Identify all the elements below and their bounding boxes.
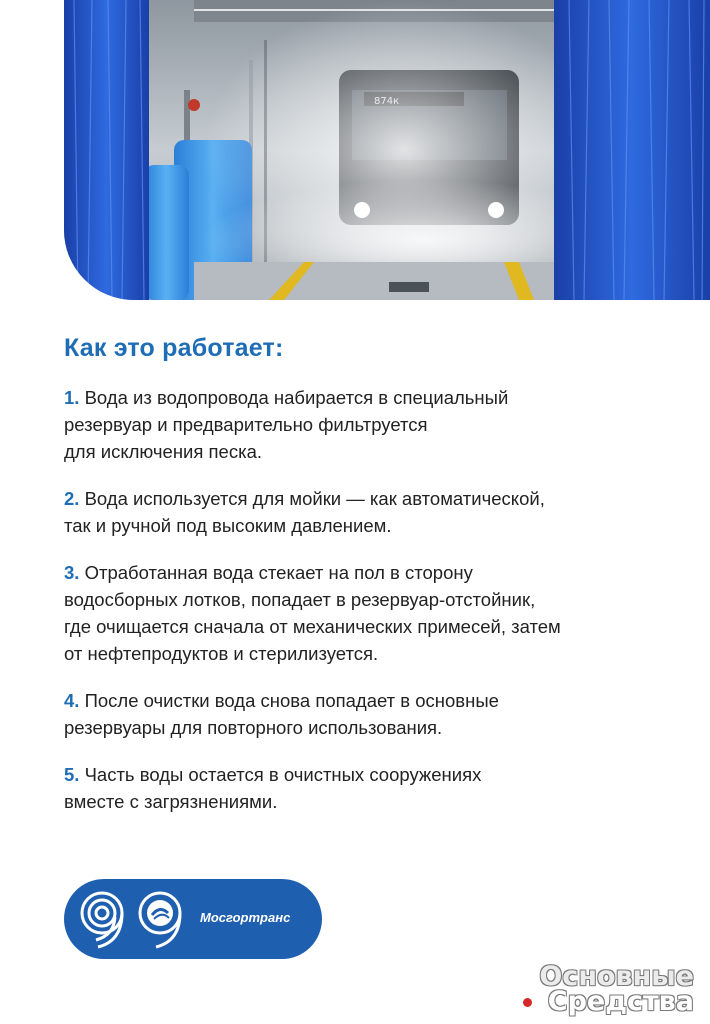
ninety-anniversary-icon [64, 879, 194, 959]
step-number: 3. [64, 562, 80, 583]
step-number: 2. [64, 488, 80, 509]
bus-wash-photo [64, 0, 710, 300]
step-line: водосборных лотков, попадает в резервуар-отстойник, [64, 589, 536, 610]
step-line [64, 559, 684, 586]
step-line: так и ручной под высоким давлением. [64, 515, 392, 536]
step-line [64, 384, 684, 411]
step-line: вместе с загрязнениями. [64, 791, 278, 812]
step-3 [64, 559, 684, 667]
step-line: резервуары для повторного использования. [64, 717, 443, 738]
step-text: Часть воды остается в очистных сооружениях [84, 764, 482, 785]
step-line: от нефтепродуктов и стерилизуется. [64, 643, 379, 664]
step-5 [64, 761, 684, 815]
step-line [64, 761, 684, 788]
step-number: 1. [64, 387, 80, 408]
step-text: Вода используется для мойки — как автоматической, [84, 488, 545, 509]
step-line [64, 687, 684, 714]
watermark-line-2 [539, 986, 694, 1017]
step-line: для исключения песка. [64, 441, 263, 462]
logo-text: Мосгортранс [200, 910, 291, 925]
mosgortrans-logo [64, 879, 322, 959]
watermark-line-1: Основные [539, 961, 694, 992]
step-4 [64, 687, 684, 741]
step-line: где очищается сначала от механических примесей, затем [64, 616, 561, 637]
step-line [64, 485, 684, 512]
step-1 [64, 384, 684, 465]
watermark-dot-icon [523, 998, 532, 1007]
section-heading: Как это работает: [64, 334, 284, 362]
steps-list [64, 384, 684, 835]
watermark [539, 961, 694, 1017]
step-number: 4. [64, 690, 80, 711]
step-2 [64, 485, 684, 539]
step-text: Отработанная вода стекает на пол в сторону [84, 562, 473, 583]
watermark-line-2-text: Средства [547, 986, 694, 1017]
step-line: резервуар и предварительно фильтруется [64, 414, 428, 435]
step-text: После очистки вода снова попадает в основные [84, 690, 499, 711]
step-text: Вода из водопровода набирается в специальный [84, 387, 509, 408]
step-number: 5. [64, 764, 80, 785]
